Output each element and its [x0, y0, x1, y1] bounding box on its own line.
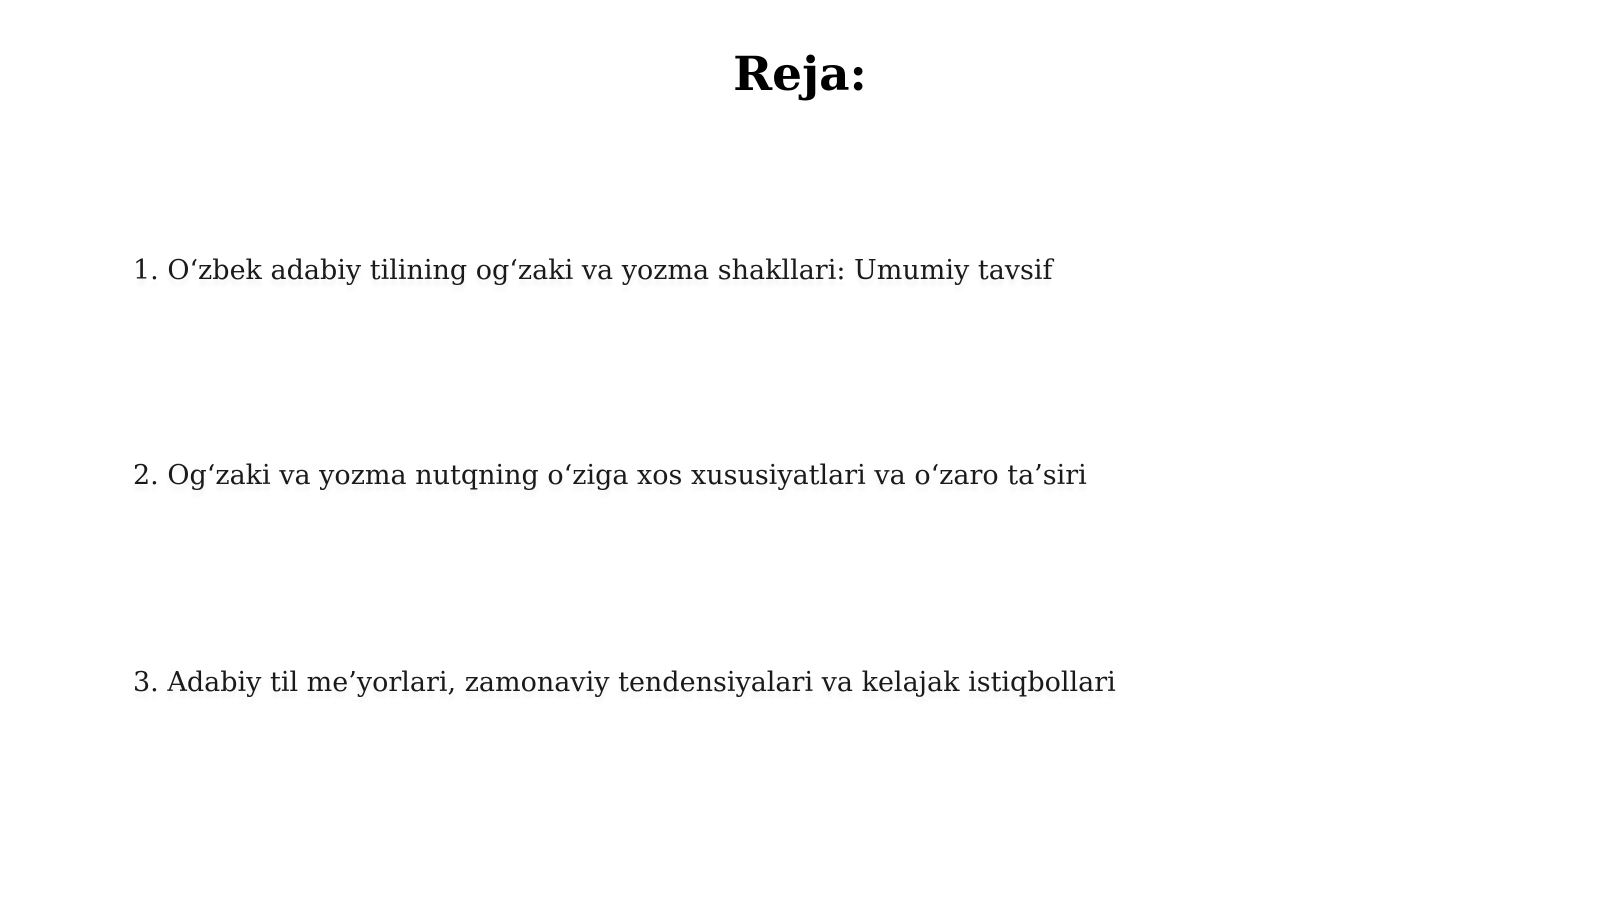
plan-item-2: 2. Og‘zaki va yozma nutqning o‘ziga xos xususiyatlari va o‘zaro ta’siri [133, 460, 1087, 491]
slide-title: Reja: [733, 47, 867, 102]
plan-item-3: 3. Adabiy til me’yorlari, zamonaviy tendensiyalari va kelajak istiqbollari [133, 667, 1116, 698]
plan-item-1: 1. O‘zbek adabiy tilining og‘zaki va yozma shakllari: Umumiy tavsif [133, 255, 1053, 286]
